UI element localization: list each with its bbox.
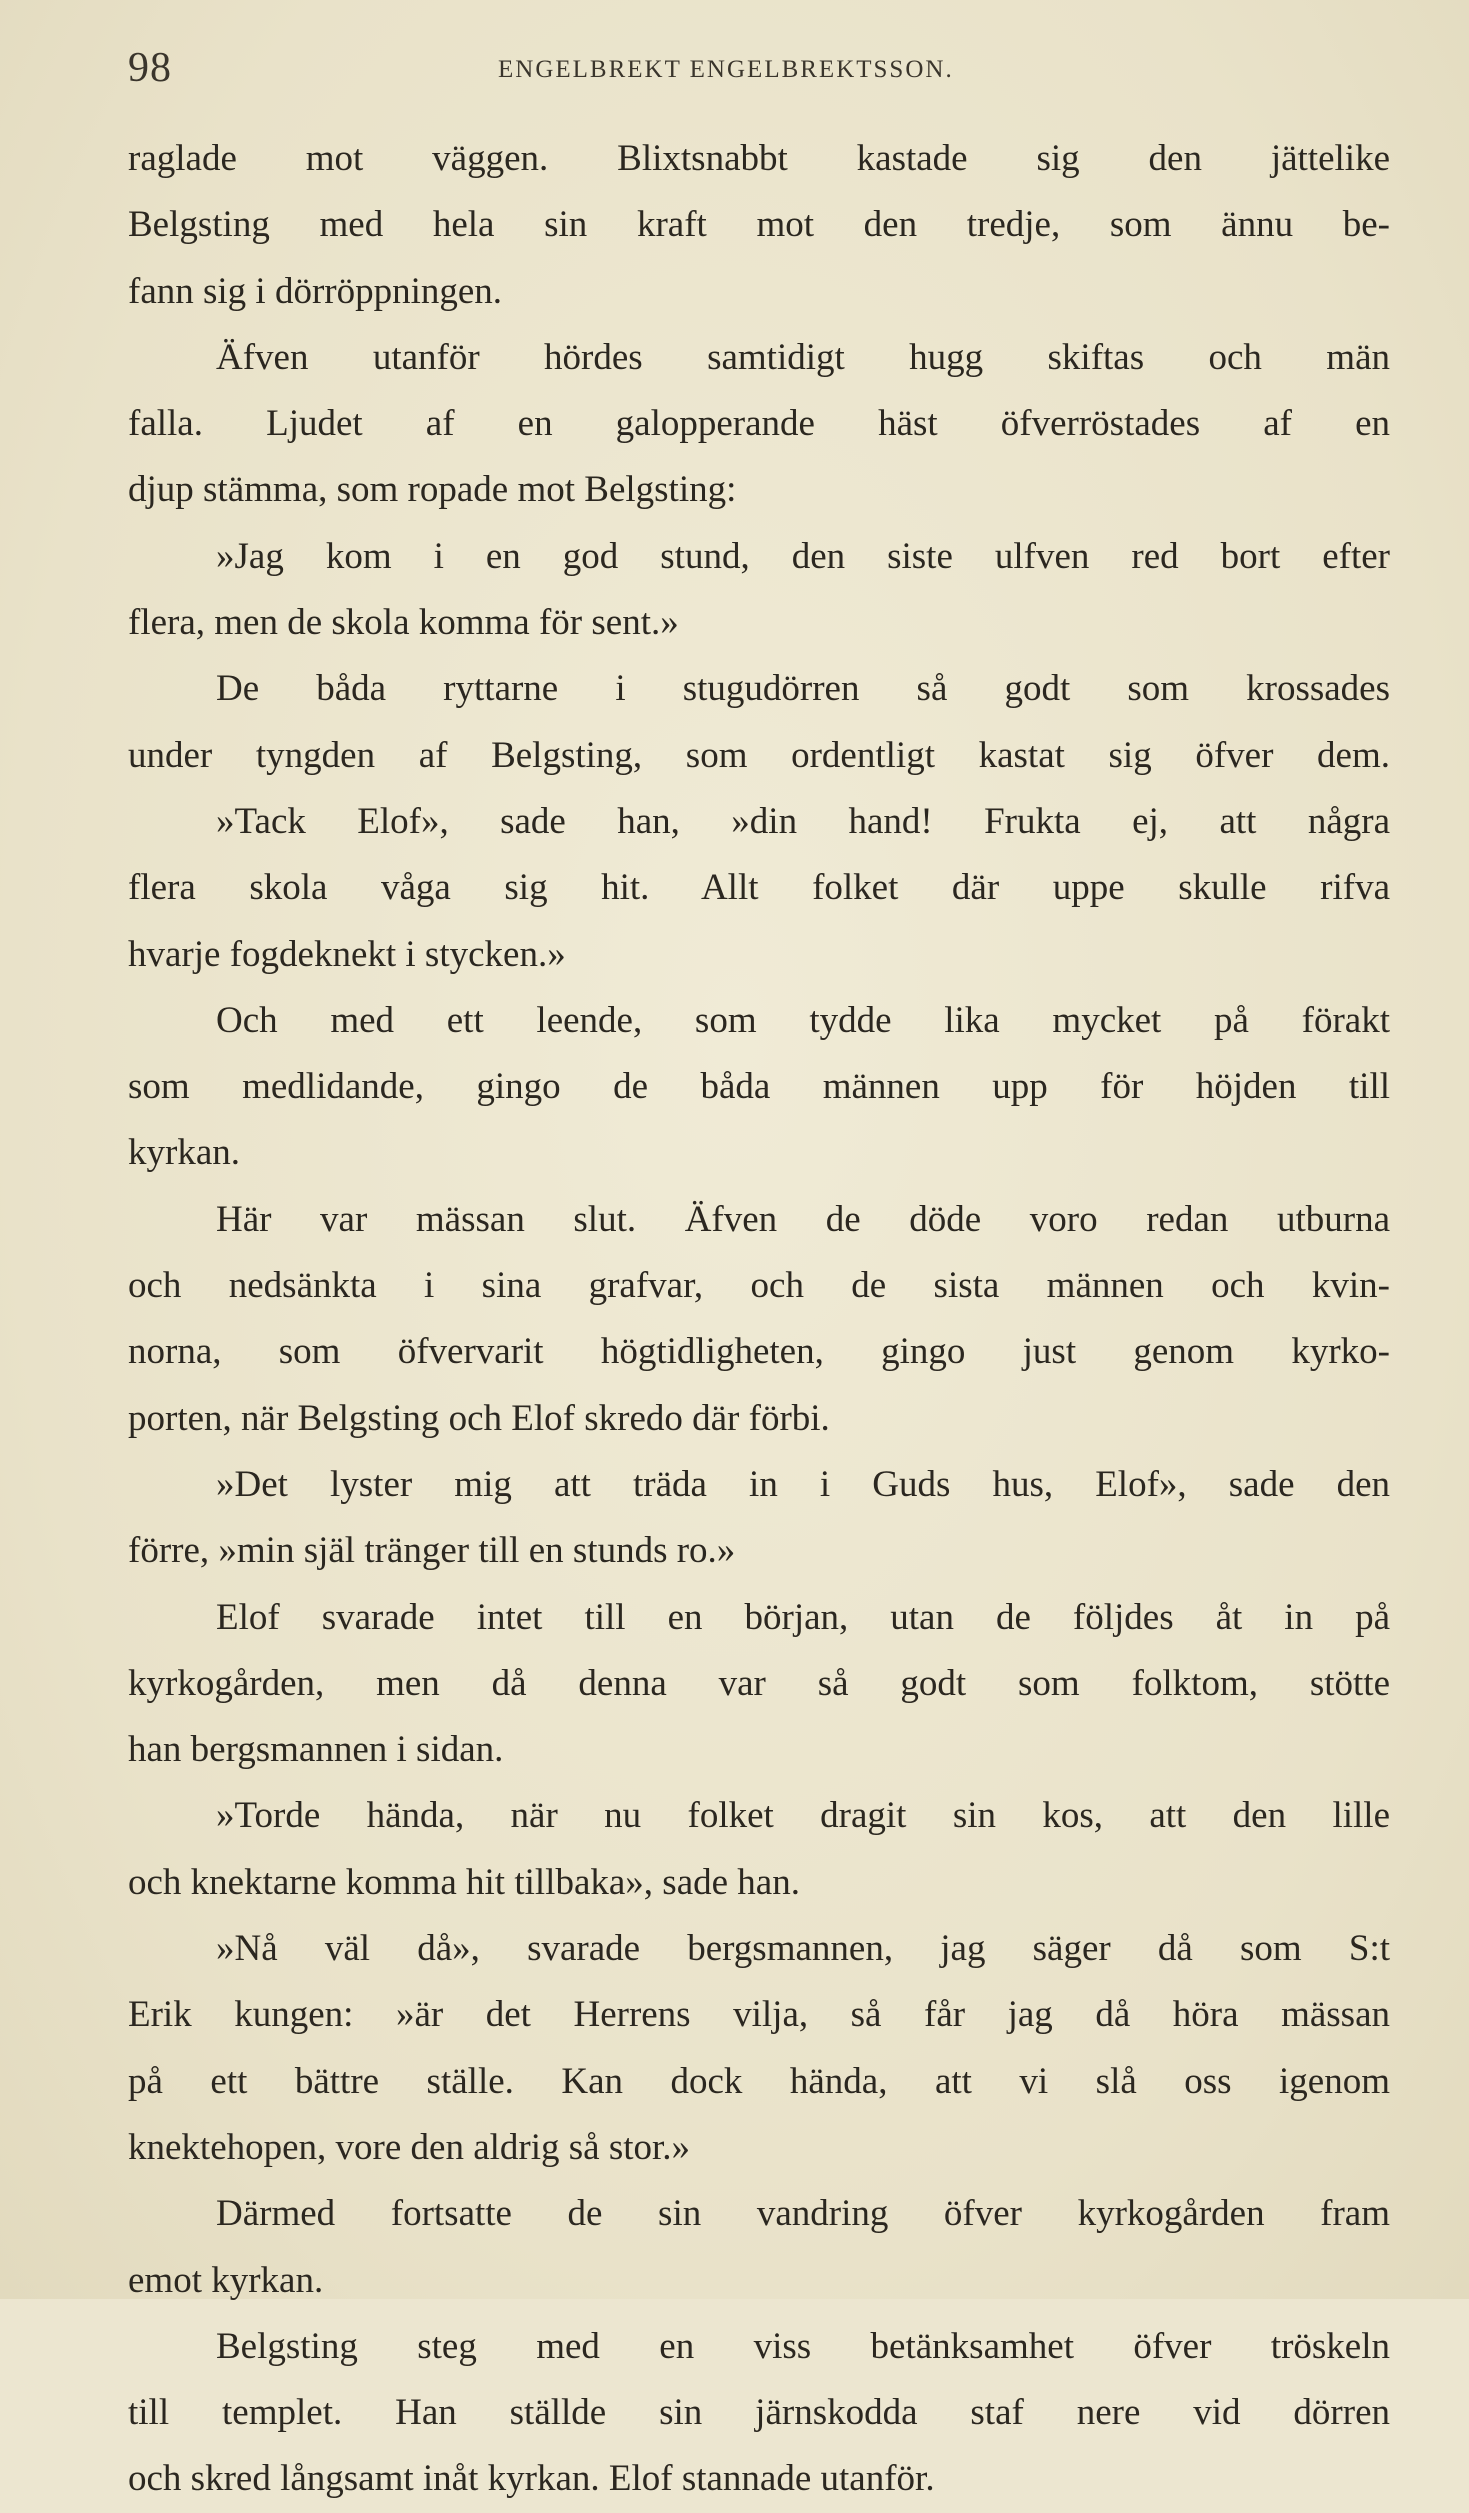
text-line: »Det lyster mig att träda in i Guds hus, Elof», sade den (216, 1463, 1390, 1505)
text-line: raglade mot väggen. Blixtsnabbt kastade sig den jättelike (128, 138, 1390, 179)
text-line: hvarje fogdeknekt i stycken.» (128, 933, 566, 975)
text-line: knektehopen, vore den aldrig så stor.» (128, 2126, 691, 2168)
text-line: »Torde hända, när nu folket dragit sin kos, att den lille (216, 1795, 1390, 1837)
text-line: falla. Ljudet af en galopperande häst öfverröstades af en (128, 403, 1390, 445)
text-line: Elof svarade intet till en början, utan de följdes åt in på (216, 1596, 1390, 1638)
text-line: Därmed fortsatte de sin vandring öfver kyrkogården fram (216, 2193, 1390, 2235)
text-line: Här var mässan slut. Äfven de döde voro redan utburna (216, 1198, 1390, 1240)
text-line: kyrkan. (128, 1132, 240, 1174)
text-line: porten, när Belgsting och Elof skredo där förbi. (128, 1397, 830, 1439)
text-line: De båda ryttarne i stugudörren så godt som krossades (216, 668, 1390, 710)
text-line: och nedsänkta i sina grafvar, och de sista männen och kvin- (128, 1265, 1390, 1307)
text-line: fann sig i dörröppningen. (128, 270, 503, 312)
running-head: ENGELBREKT ENGELBREKTSSON. (498, 56, 954, 83)
text-line: flera skola våga sig hit. Allt folket där uppe skulle rifva (128, 867, 1390, 909)
body-text (128, 126, 1390, 2513)
text-line: och skred långsamt inåt kyrkan. Elof stannade utanför. (128, 2458, 935, 2500)
text-line: flera, men de skola komma för sent.» (128, 602, 679, 644)
text-line: »Tack Elof», sade han, »din hand! Frukta ej, att några (216, 800, 1390, 842)
text-line: förre, »min själ tränger till en stunds ro.» (128, 1530, 736, 1572)
text-line: emot kyrkan. (128, 2259, 324, 2301)
text-line: Belgsting med hela sin kraft mot den tredje, som ännu be- (128, 204, 1390, 246)
text-line: »Jag kom i en god stund, den siste ulfven red bort efter (216, 535, 1390, 577)
text-line: kyrkogården, men då denna var så godt som folktom, stötte (128, 1662, 1390, 1704)
text-line: han bergsmannen i sidan. (128, 1729, 504, 1771)
text-line: under tyngden af Belgsting, som ordentligt kastat sig öfver dem. (128, 734, 1390, 776)
text-line: djup stämma, som ropade mot Belgsting: (128, 469, 737, 511)
text-line: Och med ett leende, som tydde lika mycket på förakt (216, 999, 1390, 1041)
text-line: norna, som öfvervarit högtidligheten, gingo just genom kyrko- (128, 1331, 1390, 1373)
text-line: till templet. Han ställde sin järnskodda staf nere vid dörren (128, 2392, 1390, 2434)
page-header (128, 44, 1398, 94)
text-line: Belgsting steg med en viss betänksamhet öfver tröskeln (216, 2325, 1390, 2367)
text-line: och knektarne komma hit tillbaka», sade han. (128, 1861, 800, 1903)
text-line: Erik kungen: »är det Herrens vilja, så får jag då höra mässan (128, 1994, 1390, 2036)
text-line: Äfven utanför hördes samtidigt hugg skiftas och män (216, 336, 1390, 378)
text-line: som medlidande, gingo de båda männen upp för höjden till (128, 1066, 1390, 1108)
page-number: 98 (128, 45, 172, 91)
text-line: »Nå väl då», svarade bergsmannen, jag säger då som S:t (216, 1928, 1390, 1970)
text-line: på ett bättre ställe. Kan dock hända, att vi slå oss igenom (128, 2060, 1390, 2102)
